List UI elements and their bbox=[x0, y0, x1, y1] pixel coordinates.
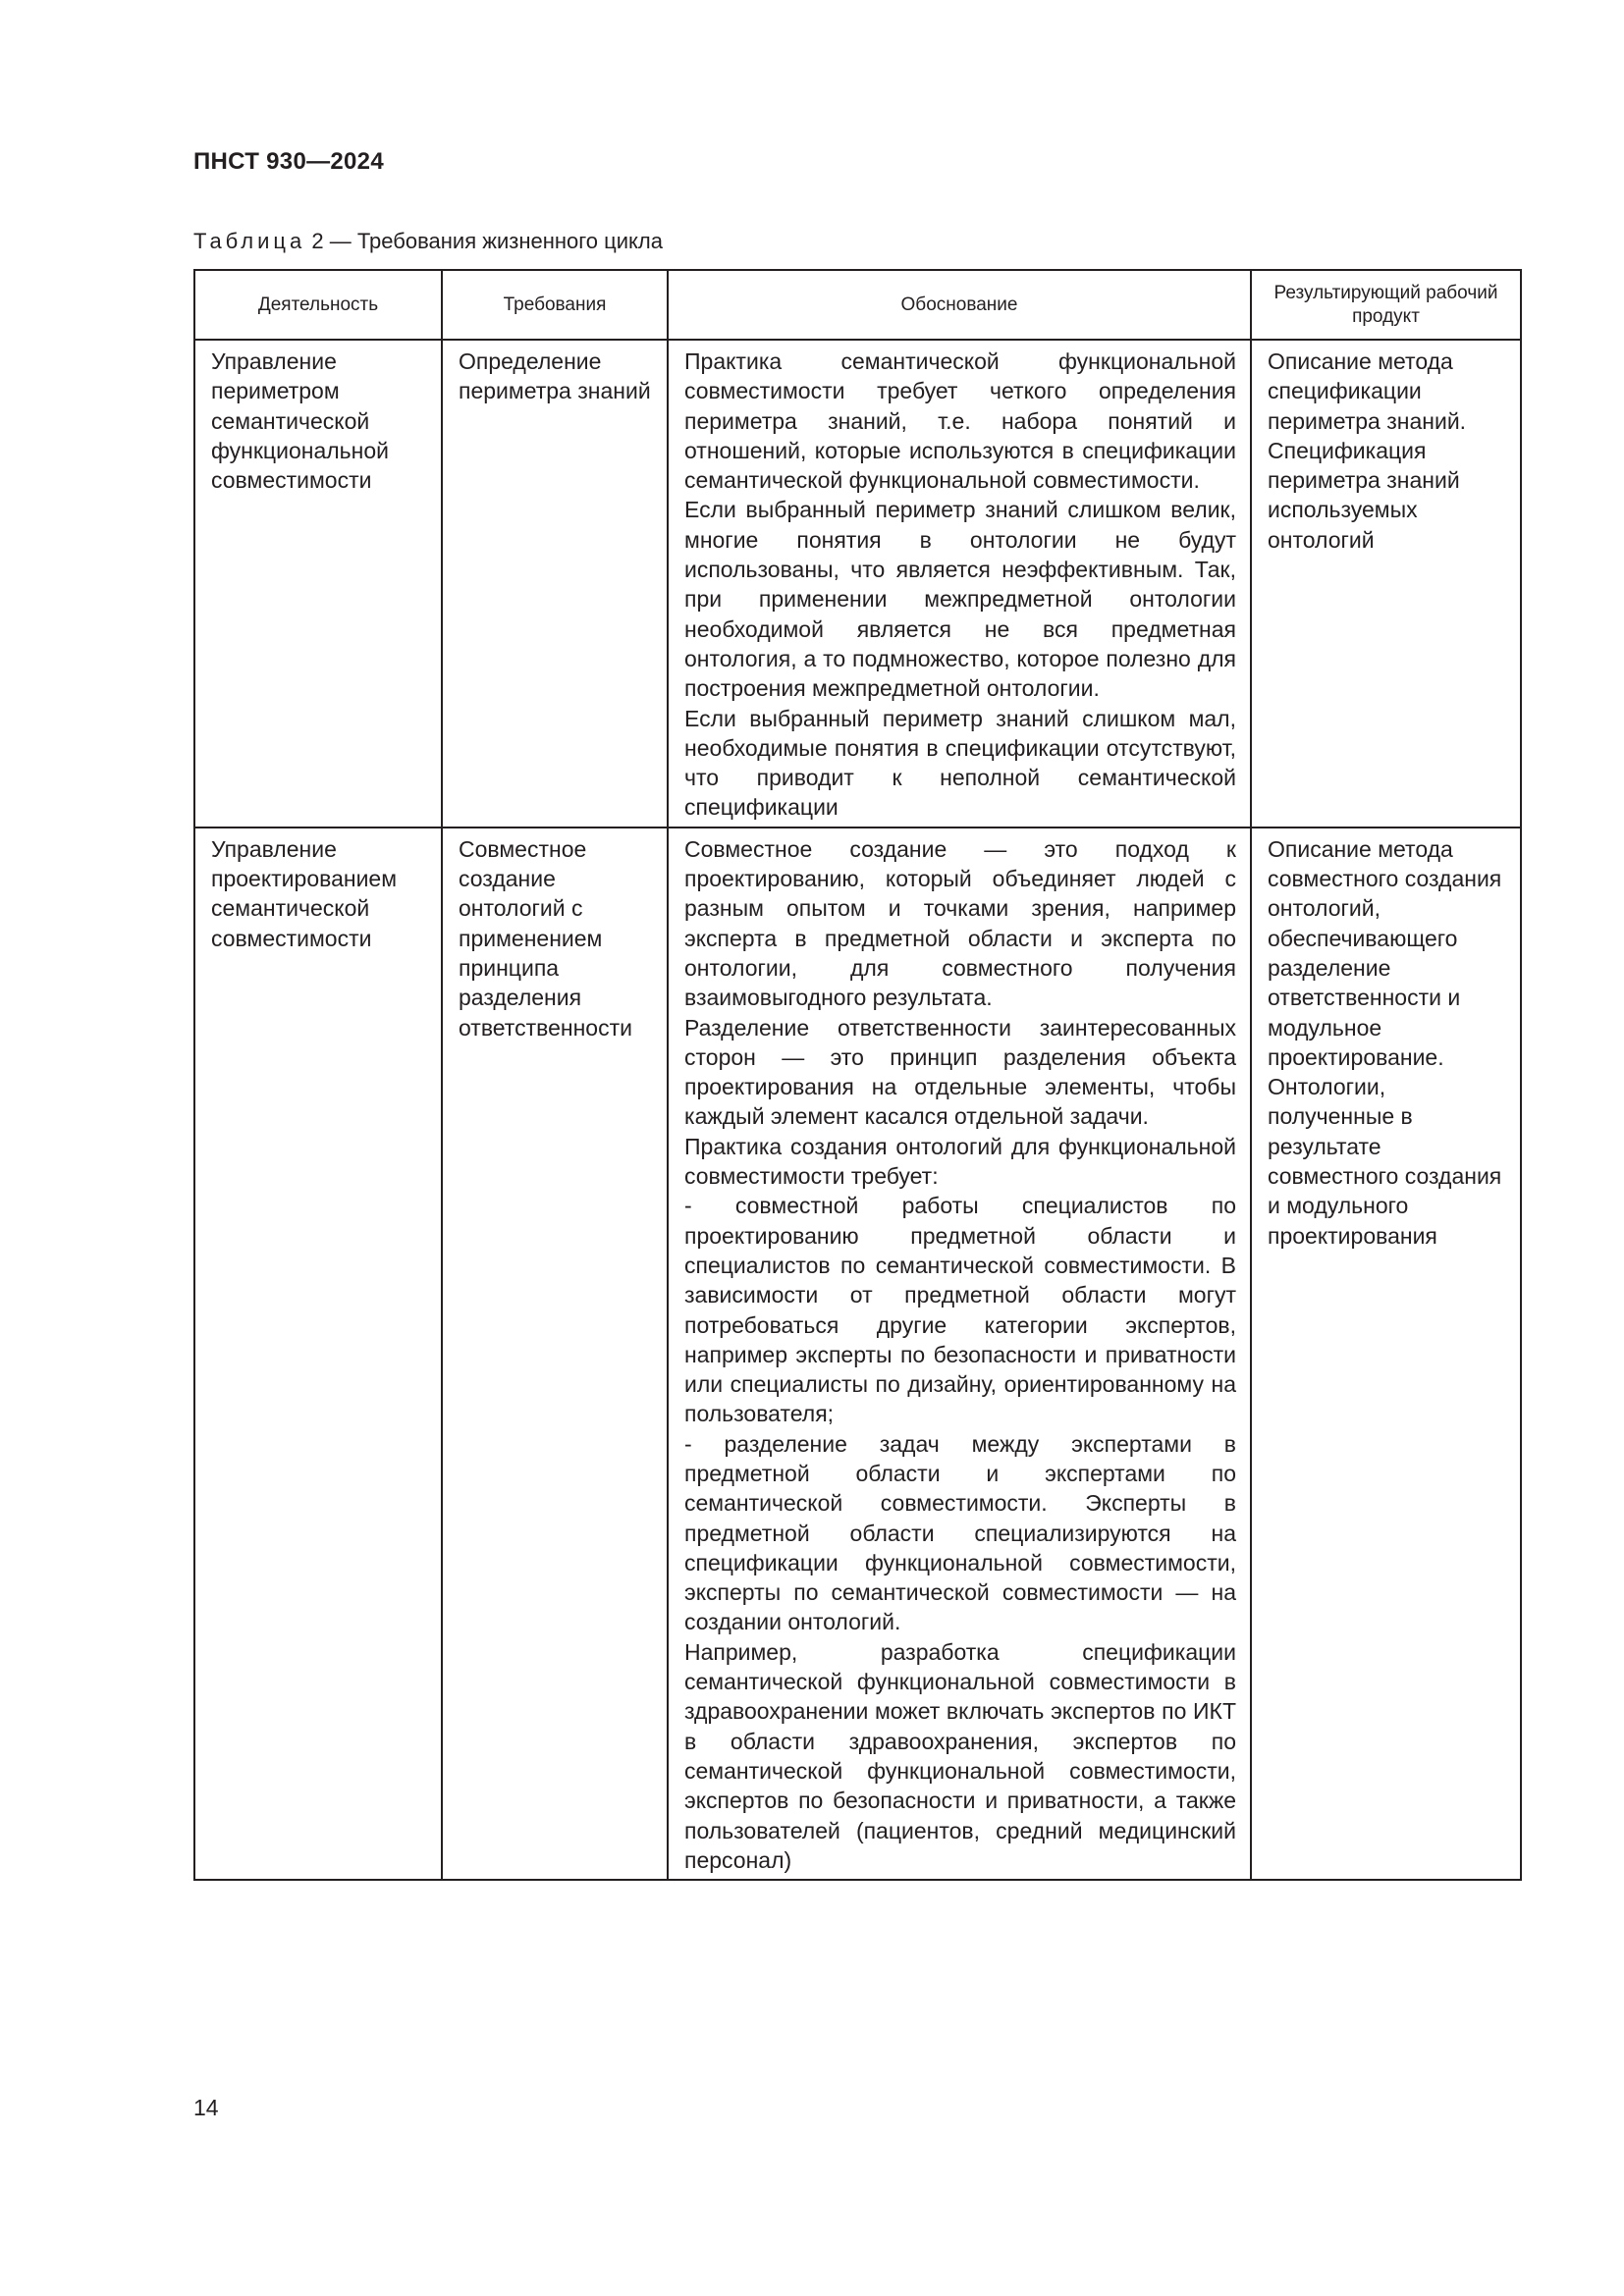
cell-activity: Управление периметром семантической функциональной совместимости bbox=[194, 340, 442, 828]
table-caption bbox=[193, 229, 663, 254]
cell-activity: Управление проектированием семантической совместимости bbox=[194, 828, 442, 1880]
cell-product bbox=[1251, 340, 1521, 828]
table-row bbox=[194, 828, 1521, 1880]
rationale-paragraph: Совместное создание — это подход к проектированию, который объединяет людей с разным опытом и точками зрения, например эксперта в предметной области и эксперта по онтологии, для совместного получения взаимовыгодного результата. bbox=[684, 835, 1236, 1011]
rationale-list-item: - совместной работы специалистов по проектированию предметной области и специалистов по семантической совместимости. В зависимости от предметной области могут потребоваться другие категории экспертов, например эксперты по безопасности и приватности или специалисты по дизайну, ориентированному на пользователя; bbox=[684, 1193, 1236, 1427]
cell-requirement: Совместное создание онтологий с применением принципа разделения ответственности bbox=[442, 828, 668, 1880]
rationale-list-item: - разделение задач между экспертами в предметной области и экспертами по семантической совместимости. Эксперты в предметной области специализируются на спецификации функциональной совместимости, эксперты по семантической совместимости — на создании онтологий. bbox=[684, 1430, 1236, 1635]
lifecycle-requirements-table bbox=[193, 269, 1522, 1881]
table-header-row bbox=[194, 270, 1521, 340]
header-activity: Деятельность bbox=[194, 270, 442, 340]
document-code: ПНСТ 930—2024 bbox=[193, 148, 384, 175]
header-product: Результирующий рабочий продукт bbox=[1251, 270, 1521, 340]
product-paragraph: Спецификация периметра знаний используемых онтологий bbox=[1268, 437, 1460, 553]
cell-rationale bbox=[668, 340, 1251, 828]
page-number: 14 bbox=[193, 2095, 219, 2120]
product-paragraph: Описание метода совместного создания онтологий, обеспечивающего разделение ответственности и модульное проектирование. bbox=[1268, 835, 1502, 1070]
rationale-paragraph: Если выбранный периметр знаний слишком мал, необходимые понятия в спецификации отсутствуют, что приводит к неполной семантической спецификации bbox=[684, 705, 1236, 821]
header-requirement: Требования bbox=[442, 270, 668, 340]
rationale-paragraph: Если выбранный периметр знаний слишком велик, многие понятия в онтологии не будут использованы, что является неэффективным. Так, при применении межпредметной онтологии необходимой является не вся предметная онтология, а то подмножество, которое полезно для построения межпредметной онтологии. bbox=[684, 497, 1236, 702]
table-row bbox=[194, 340, 1521, 828]
cell-requirement: Определение периметра знаний bbox=[442, 340, 668, 828]
product-paragraph: Онтологии, полученные в результате совместного создания и модульного проектирования bbox=[1268, 1074, 1502, 1249]
product-paragraph: Описание метода спецификации периметра знаний. bbox=[1268, 348, 1467, 434]
table-caption-prefix: Таблица bbox=[193, 229, 306, 253]
rationale-paragraph: Практика создания онтологий для функциональной совместимости требует: bbox=[684, 1133, 1236, 1190]
rationale-paragraph: Разделение ответственности заинтересованных сторон — это принцип разделения объекта проектирования на отдельные элементы, чтобы каждый элемент касался отдельной задачи. bbox=[684, 1014, 1236, 1130]
header-rationale: Обоснование bbox=[668, 270, 1251, 340]
rationale-paragraph: Практика семантической функциональной совместимости требует четкого определения периметра знаний, т.е. набора понятий и отношений, которые используются в спецификации семантической функциональной совместимости. bbox=[684, 348, 1236, 494]
cell-product bbox=[1251, 828, 1521, 1880]
rationale-paragraph: Например, разработка спецификации семантической функциональной совместимости в здравоохранении может включать экспертов по ИКТ в области здравоохранения, экспертов по семантической функциональной совместимости, экспертов по безопасности и приватности, а также пользователей (пациентов, средний медицинский персонал) bbox=[684, 1638, 1236, 1873]
table-caption-text: 2 — Требования жизненного цикла bbox=[305, 229, 663, 253]
cell-rationale bbox=[668, 828, 1251, 1880]
